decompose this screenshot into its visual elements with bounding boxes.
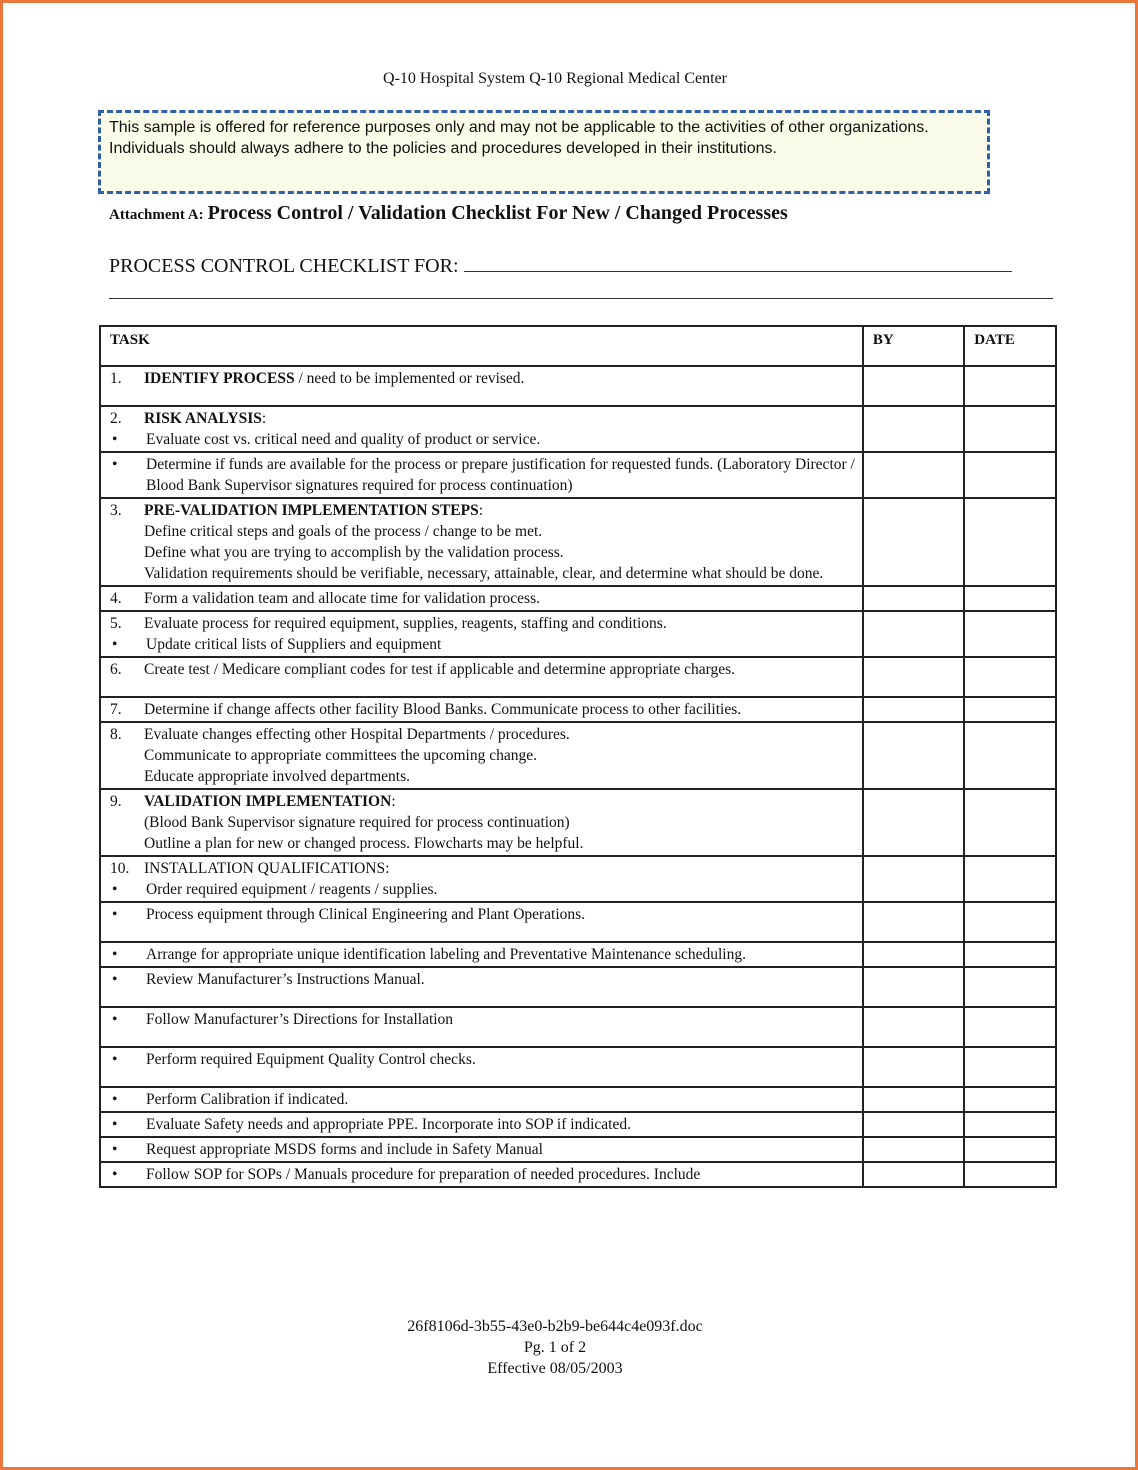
date-cell[interactable] [964, 366, 1056, 406]
table-row [100, 722, 1056, 789]
date-cell[interactable] [964, 902, 1056, 942]
task-cell: • Process equipment through Clinical Engineering and Plant Operations. [100, 902, 863, 942]
by-cell[interactable] [863, 657, 964, 697]
table-row [100, 1007, 1056, 1047]
date-cell[interactable] [964, 942, 1056, 967]
table-row [100, 697, 1056, 722]
table-row [100, 366, 1056, 406]
table-header-row [100, 326, 1056, 366]
by-cell[interactable] [863, 586, 964, 611]
date-cell[interactable] [964, 611, 1056, 657]
task-cell: 2. RISK ANALYSIS: • Evaluate cost vs. critical need and quality of product or service. [100, 406, 863, 452]
table-row [100, 856, 1056, 902]
table-row [100, 611, 1056, 657]
footer-page-number: Pg. 1 of 2 [523, 1339, 587, 1356]
checklist-for-label: PROCESS CONTROL CHECKLIST FOR: [109, 255, 459, 277]
date-cell[interactable] [964, 406, 1056, 452]
by-cell[interactable] [863, 942, 964, 967]
by-cell[interactable] [863, 789, 964, 856]
task-cell: 6. Create test / Medicare compliant codes for test if applicable and determine appropriate charges. [100, 657, 863, 697]
header-date: DATE [964, 326, 1056, 366]
footer-filename: 26f8106d-3b55-43e0-b2b9-be644c4e093f.doc [407, 1318, 703, 1335]
by-cell[interactable] [863, 856, 964, 902]
table-row [100, 789, 1056, 856]
date-cell[interactable] [964, 967, 1056, 1007]
by-cell[interactable] [863, 1162, 964, 1187]
by-cell[interactable] [863, 498, 964, 586]
task-cell: 1. IDENTIFY PROCESS / need to be implemented or revised. [100, 366, 863, 406]
date-cell[interactable] [964, 586, 1056, 611]
task-cell: • Determine if funds are available for the process or prepare justification for requested funds. (Laboratory Director / Blood Bank Supervisor signatures required for process continuation) [100, 452, 863, 498]
task-cell: 4. Form a validation team and allocate time for validation process. [100, 586, 863, 611]
by-cell[interactable] [863, 1112, 964, 1137]
table-row [100, 452, 1056, 498]
table-row [100, 1087, 1056, 1112]
task-cell: • Evaluate Safety needs and appropriate PPE. Incorporate into SOP if indicated. [100, 1112, 863, 1137]
task-cell: 9. VALIDATION IMPLEMENTATION: (Blood Bank Supervisor signature required for process continuation) Outline a plan for new or changed process. Flowcharts may be helpful. [100, 789, 863, 856]
date-cell[interactable] [964, 722, 1056, 789]
date-cell[interactable] [964, 697, 1056, 722]
table-row [100, 406, 1056, 452]
checklist-table [99, 325, 1057, 1188]
document-header: Q-10 Hospital System Q-10 Regional Medical Center [383, 70, 727, 87]
by-cell[interactable] [863, 366, 964, 406]
table-row [100, 1162, 1056, 1187]
by-cell[interactable] [863, 722, 964, 789]
task-cell: • Follow SOP for SOPs / Manuals procedure for preparation of needed procedures. Include [100, 1162, 863, 1187]
task-cell: 7. Determine if change affects other facility Blood Banks. Communicate process to other facilities. [100, 697, 863, 722]
checklist-for-blank [464, 254, 1012, 272]
date-cell[interactable] [964, 1047, 1056, 1087]
by-cell[interactable] [863, 697, 964, 722]
task-cell: 8. Evaluate changes effecting other Hospital Departments / procedures. Communicate to appropriate committees the upcoming change. Educate appropriate involved departments. [100, 722, 863, 789]
date-cell[interactable] [964, 498, 1056, 586]
by-cell[interactable] [863, 611, 964, 657]
by-cell[interactable] [863, 1007, 964, 1047]
table-row [100, 902, 1056, 942]
task-cell: • Perform Calibration if indicated. [100, 1087, 863, 1112]
header-task: TASK [100, 326, 863, 366]
task-cell: • Follow Manufacturer’s Directions for Installation [100, 1007, 863, 1047]
table-row [100, 586, 1056, 611]
attachment-prefix: Attachment A: [109, 207, 204, 223]
header-by: BY [863, 326, 964, 366]
by-cell[interactable] [863, 1137, 964, 1162]
task-cell: • Request appropriate MSDS forms and include in Safety Manual [100, 1137, 863, 1162]
task-cell: • Review Manufacturer’s Instructions Manual. [100, 967, 863, 1007]
task-cell: • Arrange for appropriate unique identification labeling and Preventative Maintenance scheduling. [100, 942, 863, 967]
date-cell[interactable] [964, 856, 1056, 902]
task-cell: • Perform required Equipment Quality Control checks. [100, 1047, 863, 1087]
checklist-for-line [109, 254, 1012, 278]
date-cell[interactable] [964, 1087, 1056, 1112]
table-row [100, 1112, 1056, 1137]
attachment-title [109, 202, 788, 225]
table-row [100, 1137, 1056, 1162]
date-cell[interactable] [964, 1007, 1056, 1047]
date-cell[interactable] [964, 1162, 1056, 1187]
footer-effective-date: Effective 08/05/2003 [487, 1360, 623, 1377]
date-cell[interactable] [964, 452, 1056, 498]
by-cell[interactable] [863, 902, 964, 942]
date-cell[interactable] [964, 657, 1056, 697]
by-cell[interactable] [863, 967, 964, 1007]
by-cell[interactable] [863, 406, 964, 452]
date-cell[interactable] [964, 1112, 1056, 1137]
table-row [100, 1047, 1056, 1087]
document-footer [0, 1316, 1110, 1379]
table-row [100, 498, 1056, 586]
checklist-for-blank-line-2 [109, 298, 1053, 299]
attachment-heading: Process Control / Validation Checklist For New / Changed Processes [207, 202, 788, 224]
date-cell[interactable] [964, 789, 1056, 856]
by-cell[interactable] [863, 452, 964, 498]
task-cell: 10. INSTALLATION QUALIFICATIONS: • Order required equipment / reagents / supplies. [100, 856, 863, 902]
by-cell[interactable] [863, 1047, 964, 1087]
table-row [100, 657, 1056, 697]
table-row [100, 942, 1056, 967]
task-cell: 5. Evaluate process for required equipment, supplies, reagents, staffing and conditions. • Update critical lists of Suppliers and equipment [100, 611, 863, 657]
disclaimer-box: This sample is offered for reference purposes only and may not be applicable to the activities of other organizations. Individuals should always adhere to the policies and procedures developed in their institutions. [98, 110, 990, 194]
task-cell: 3. PRE-VALIDATION IMPLEMENTATION STEPS: Define critical steps and goals of the process / change to be met. Define what you are trying to accomplish by the validation process. Validation requirements should be verifiable, necessary, attainable, clear, and determine what should be done. [100, 498, 863, 586]
table-row [100, 967, 1056, 1007]
date-cell[interactable] [964, 1137, 1056, 1162]
by-cell[interactable] [863, 1087, 964, 1112]
